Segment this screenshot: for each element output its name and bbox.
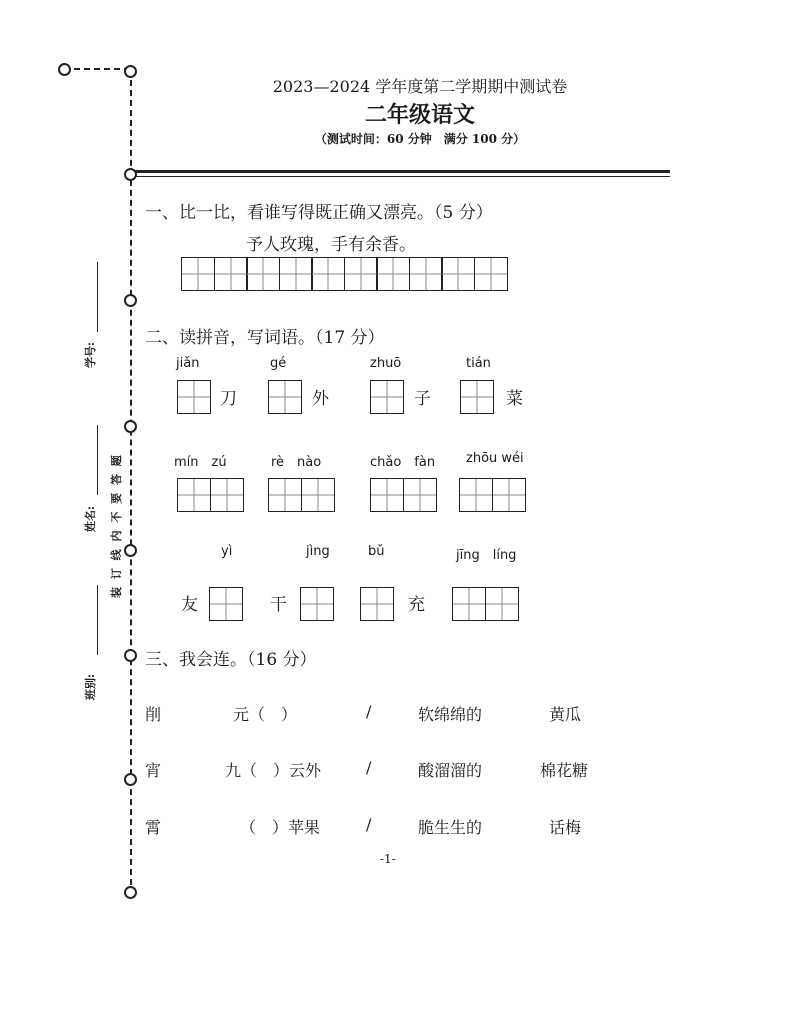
section1-writing-grid[interactable] [181,257,508,291]
match-item[interactable]: 宵 [145,761,162,780]
answer-box-group[interactable] [268,478,335,512]
match-item[interactable]: 软绵绵的 [418,705,483,724]
match-item[interactable]: 脆生生的 [418,818,483,837]
class-label: 班别: [84,673,97,700]
answer-box-group[interactable] [209,587,243,621]
writing-box[interactable] [268,478,302,512]
match-item[interactable]: 霄 [145,818,162,837]
writing-box[interactable] [452,587,486,621]
given-char: 子 [414,389,431,409]
section3-title: 三、我会连。（16 分） [145,650,317,670]
binding-hole [58,63,71,76]
binding-hole [124,294,137,307]
section2-title: 二、读拼音，写词语。（17 分） [145,328,385,348]
student-no-label: 学号: [84,341,97,368]
given-char: 刀 [220,389,237,409]
answer-box-group[interactable] [268,380,302,414]
writing-box[interactable] [409,257,443,291]
pinyin: tián [466,356,491,371]
exam-title: 2023—2024 学年度第二学期期中测试卷 [272,77,568,96]
writing-box[interactable] [474,257,508,291]
section1-title: 一、比一比，看谁写得既正确又漂亮。（5 分） [145,203,493,223]
pinyin: jiǎn [176,356,200,371]
writing-box[interactable] [279,257,313,291]
pinyin: gé [270,356,287,371]
no-answer-warning: 装 订 线 内 不 要 答 题 [110,453,123,598]
writing-box[interactable] [344,257,378,291]
writing-box[interactable] [376,257,410,291]
answer-box-group[interactable] [459,478,526,512]
slash-separator: / [366,702,372,721]
given-char: 外 [312,389,329,409]
writing-box[interactable] [441,257,475,291]
pinyin: bǔ [368,544,385,559]
pinyin: yì [221,544,233,559]
writing-box[interactable] [485,587,519,621]
pinyin: mín zú [174,455,227,470]
writing-box[interactable] [403,478,437,512]
subject-title: 二年级语文 [364,103,475,128]
match-item[interactable]: 元（ ） [233,705,298,724]
writing-box[interactable] [301,478,335,512]
binding-hole [124,886,137,899]
answer-box-group[interactable] [300,587,334,621]
name-line [97,425,98,495]
writing-box[interactable] [311,257,345,291]
writing-box[interactable] [181,257,215,291]
writing-box[interactable] [209,587,243,621]
match-item[interactable]: 话梅 [549,818,582,837]
page-number: -1- [380,852,396,866]
match-item[interactable]: 酸溜溜的 [418,761,483,780]
pinyin: rè nào [271,455,322,470]
given-char: 友 [181,595,198,615]
answer-box-group[interactable] [177,380,211,414]
match-item[interactable]: 棉花糖 [540,761,589,780]
writing-box[interactable] [268,380,302,414]
given-char: 充 [408,595,425,615]
binding-top-line [64,68,130,70]
pinyin: zhuō [370,356,402,371]
pinyin: jīng líng [456,548,517,563]
slash-separator: / [366,815,372,834]
binding-hole [124,649,137,662]
match-item[interactable]: 九（ ）云外 [225,761,322,780]
binding-hole [124,65,137,78]
answer-box-group[interactable] [460,380,494,414]
match-item[interactable]: （ ）苹果 [240,818,321,837]
answer-box-group[interactable] [370,478,437,512]
copy-sentence: 予人玫瑰，手有余香。 [246,235,416,255]
writing-box[interactable] [210,478,244,512]
binding-line [130,70,132,895]
writing-box[interactable] [177,380,211,414]
match-item[interactable]: 削 [145,705,162,724]
writing-box[interactable] [460,380,494,414]
binding-hole [124,773,137,786]
answer-box-group[interactable] [370,380,404,414]
binding-hole [124,420,137,433]
binding-hole [124,544,137,557]
writing-box[interactable] [360,587,394,621]
given-char: 菜 [506,389,523,409]
writing-box[interactable] [370,380,404,414]
slash-separator: / [366,758,372,777]
writing-box[interactable] [492,478,526,512]
given-char: 干 [270,595,287,615]
pinyin: zhōu wéi [466,451,524,466]
class-line [97,585,98,655]
writing-box[interactable] [214,257,248,291]
writing-box[interactable] [246,257,280,291]
pinyin: jìng [306,544,330,559]
header-rule [135,170,670,173]
answer-box-group[interactable] [360,587,394,621]
writing-box[interactable] [300,587,334,621]
answer-box-group[interactable] [177,478,244,512]
answer-box-group[interactable] [452,587,519,621]
pinyin: chǎo fàn [370,455,436,470]
header-rule-thin [135,176,670,177]
student-no-line [97,262,98,332]
exam-info: （测试时间：60 分钟 满分 100 分） [314,132,526,146]
match-item[interactable]: 黄瓜 [549,705,582,724]
writing-box[interactable] [370,478,404,512]
writing-box[interactable] [177,478,211,512]
writing-box[interactable] [459,478,493,512]
name-label: 姓名: [84,505,97,532]
